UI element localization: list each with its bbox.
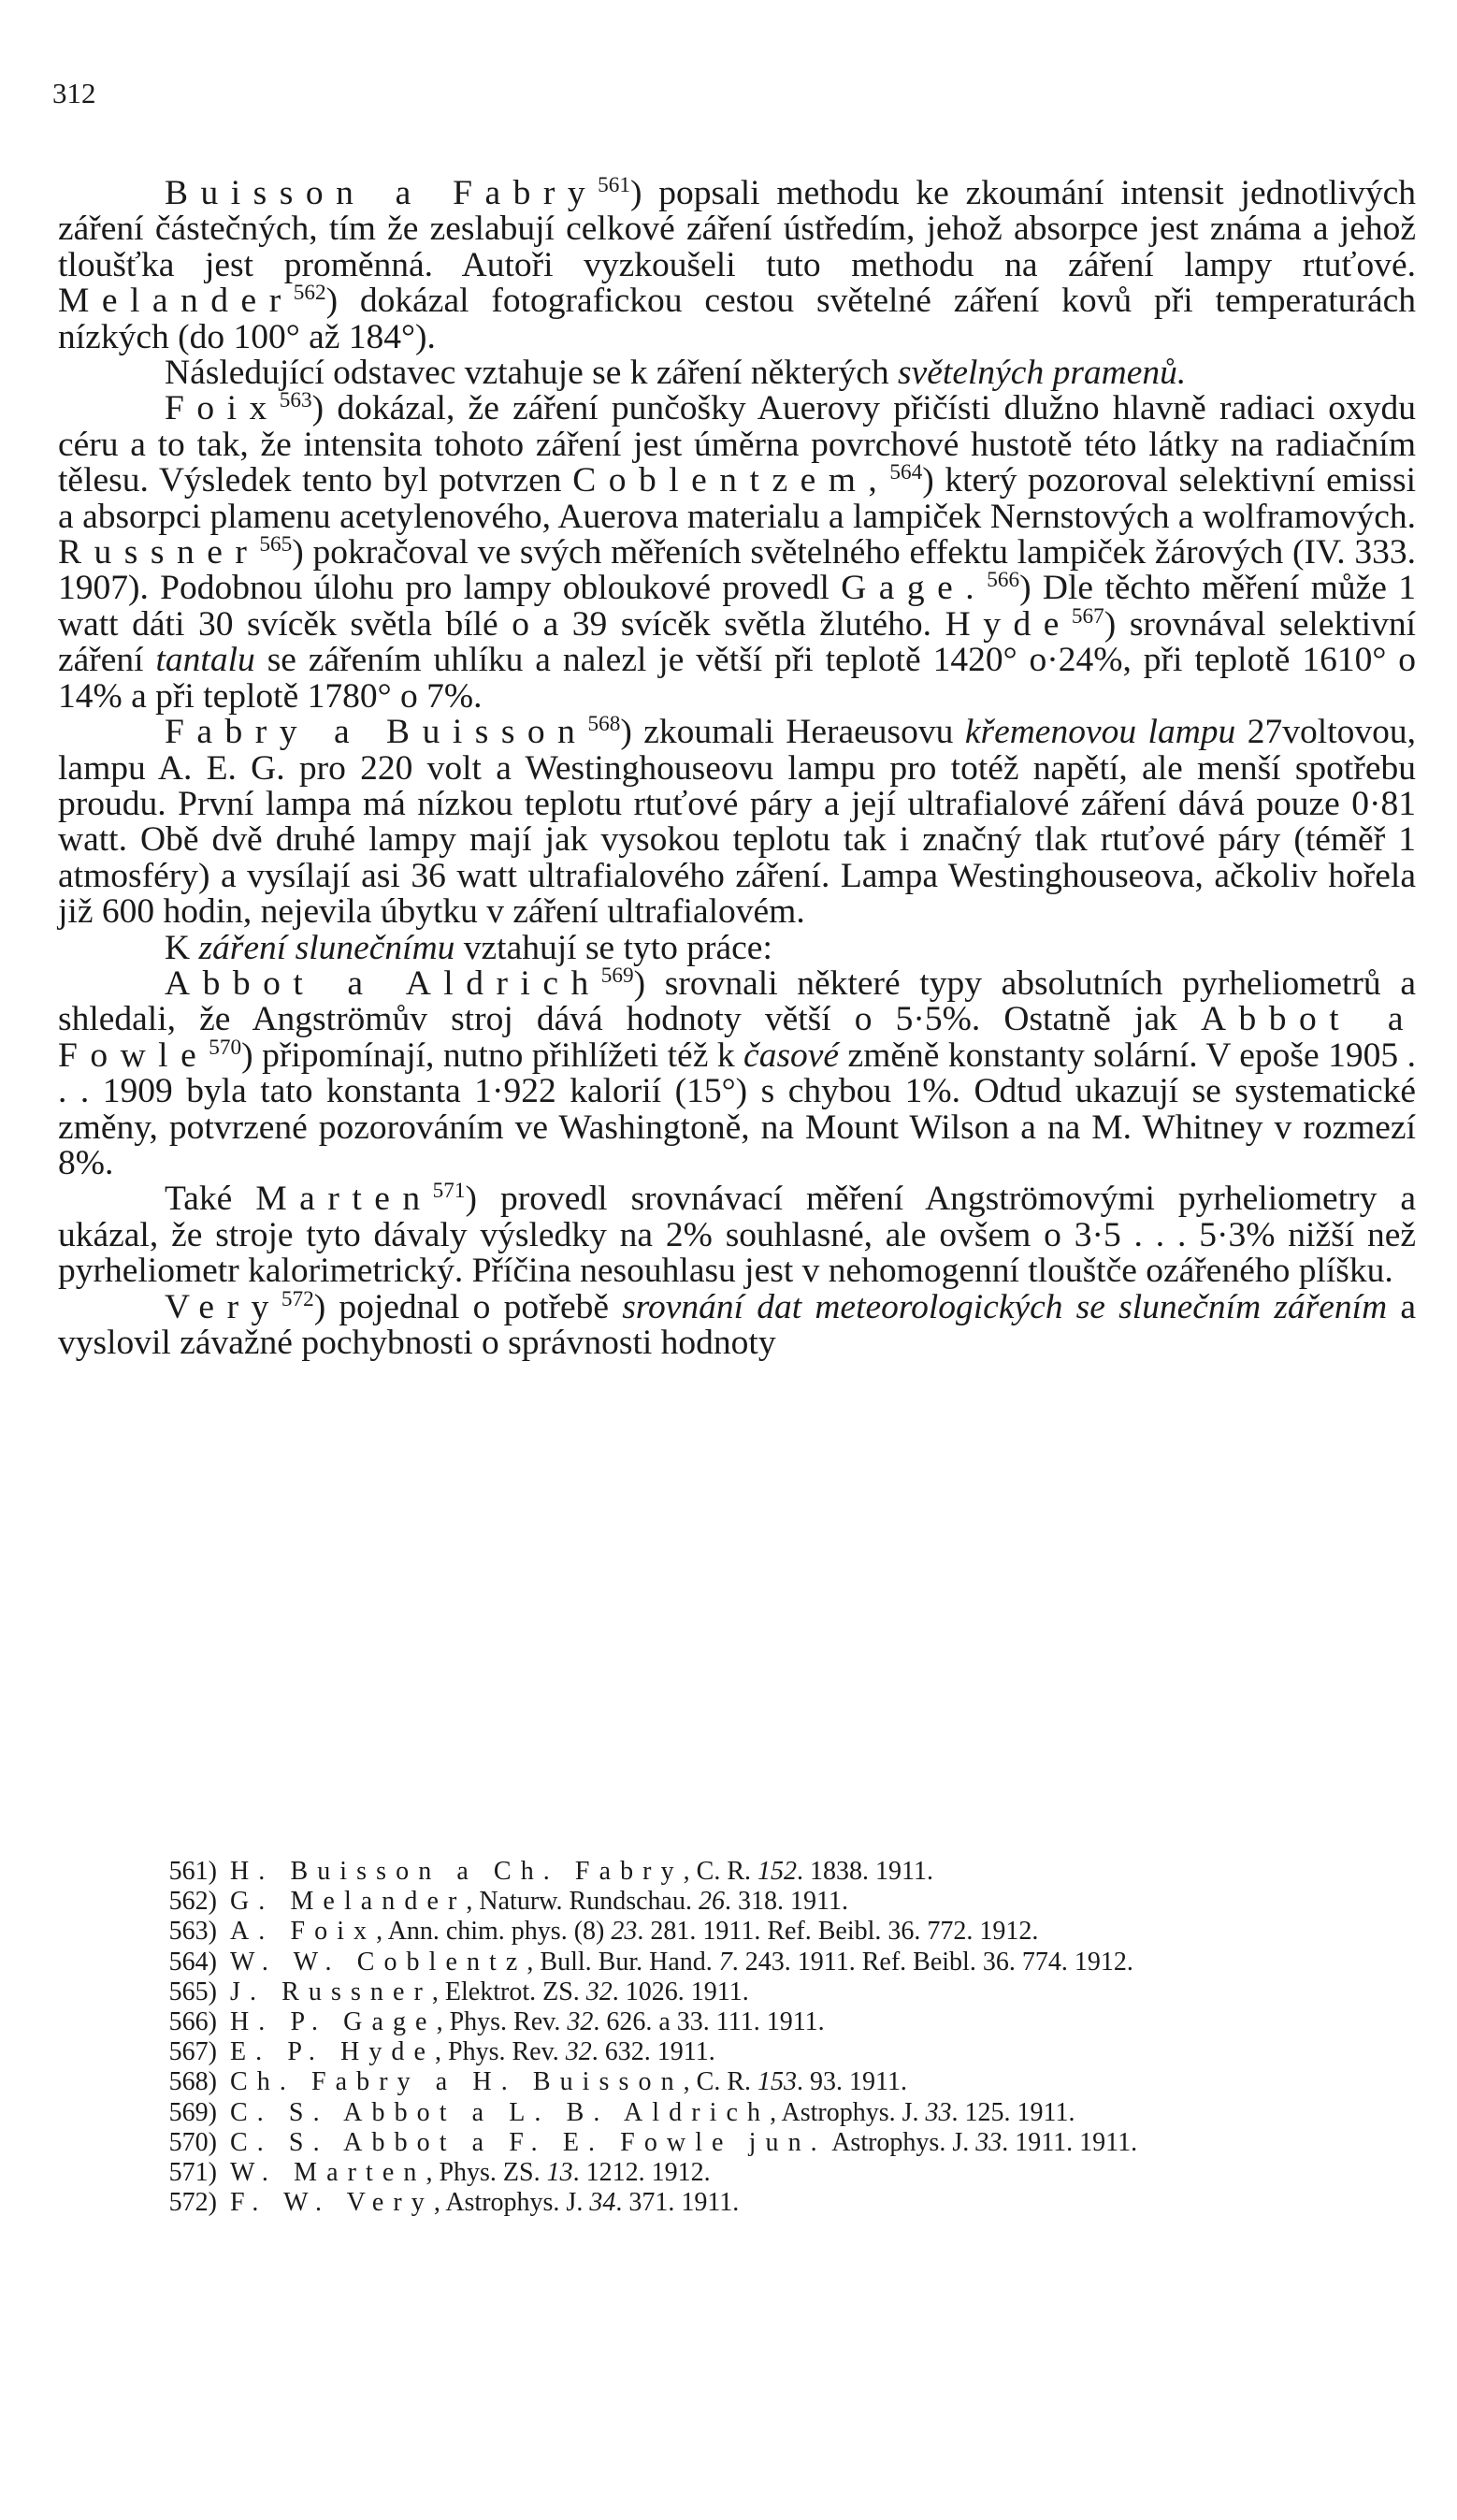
footnote-author: W. W. Coblentz xyxy=(230,1947,527,1977)
paragraph-text: ) srovnali některé typy absolutních pyrheliometrů a shledali, že Angströmův stroj dává hodnoty větší o 5·5%. Ostatně jak xyxy=(58,963,1416,1039)
paragraph-text: ) Dle těchto měření může 1 watt dáti 30 svícěk světla bílé o a 39 svícěk světla žlutého. xyxy=(58,569,1416,644)
footnote-mark: 563) xyxy=(168,1917,217,1947)
footnote-author: C. S. Abbot a F. E. Fowle jun. xyxy=(230,2127,827,2157)
footnote-item: 564) W. W. Coblentz, Bull. Bur. Hand. 7. 243. 1911. Ref. Beibl. 36. 774. 1912. xyxy=(58,1948,1416,1977)
paragraph-text: se zářením uhlíku a nalezl je větší při teplotě 1420° o·24%, při teplotě 1610° o 14% a při teplotě 1780° o 7%. xyxy=(58,641,1416,716)
footnote-mark: 568) xyxy=(168,2067,217,2097)
author-name: Abbot a Aldrich xyxy=(165,963,601,1003)
footnote-mark: 566) xyxy=(168,2007,217,2037)
footnote-mark: 571) xyxy=(168,2158,217,2188)
emphasis: záření slunečnímu xyxy=(198,928,455,967)
footnote-author: F. W. Very xyxy=(230,2188,434,2218)
footnote-item: 561) H. Buisson a Ch. Fabry, C. R. 152. 1838. 1911. xyxy=(58,1857,1416,1887)
emphasis: časové xyxy=(743,1036,840,1075)
paragraph-text: ) srovnával selektivní záření xyxy=(58,604,1416,680)
paragraph-4 xyxy=(58,712,1416,932)
emphasis: světelných pramenů. xyxy=(898,354,1187,393)
paragraph-text: ) popsali methodu ke zkoumání intensit jednotlivých záření částečných, tím že zeslabují celkové záření ústředím, jehož absorpce jest známa a jehož tloušťka jest proměnná. Autoři vyzkoušeli tuto methodu na záření lampy rtuťové. xyxy=(58,174,1416,284)
footnote-item: 566) H. P. Gage, Phys. Rev. 32. 626. a 33. 111. 1911. xyxy=(58,2007,1416,2037)
footnote-mark: 565) xyxy=(168,1977,217,2006)
footnote-mark: 572) xyxy=(168,2188,217,2218)
footnote-author: C. S. Abbot a L. B. Aldrich xyxy=(230,2097,771,2127)
footnote-item: 572) F. W. Very, Astrophys. J. 34. 371. 1911. xyxy=(58,2188,1416,2218)
paragraph-text: ) dokázal, že záření punčošky Auerovy přičísti dlužno hlavně radiaci oxydu céru a to tak, že intensita tohoto záření jest úměrna povrchové hustotě této látky na radiačním tělesu. Výsledek tento byl potvrzen xyxy=(58,389,1416,500)
author-name: Melander xyxy=(58,282,294,321)
footnote-item: 571) W. Marten, Phys. ZS. 13. 1212. 1912. xyxy=(58,2158,1416,2188)
paragraph-text: ) pokračoval ve svých měřeních světelného effektu lampiček žárových (IV. 333. 1907). Podobnou úlohu pro lampy obloukové provedl xyxy=(58,533,1416,608)
page-number: 312 xyxy=(52,77,96,109)
emphasis: srovnání dat meteorologických se slunečním zářením xyxy=(622,1287,1388,1326)
footnote-ref[interactable]: 566 xyxy=(987,568,1020,593)
author-name: Abbot a Fowle xyxy=(58,1000,1416,1075)
footnote-author: Ch. Fabry a H. Buisson xyxy=(230,2067,684,2097)
author-name: Russner xyxy=(58,533,260,572)
footnote-mark: 570) xyxy=(168,2127,217,2157)
author-name: Hyde xyxy=(945,604,1072,644)
author-name: Gage. xyxy=(841,569,988,608)
footnote-item: 562) G. Melander, Naturw. Rundschau. 26. 318. 1911. xyxy=(58,1887,1416,1917)
footnote-mark: 567) xyxy=(168,2037,217,2067)
emphasis: křemenovou lampu xyxy=(964,713,1236,752)
footnote-mark: 569) xyxy=(168,2097,217,2127)
emphasis: tantalu xyxy=(155,641,255,680)
paragraph-1 xyxy=(58,173,1416,356)
paragraph-text: 27voltovou, lampu A. E. G. pro 220 volt a Westinghouseovu lampu pro totéž napětí, ale menší spotřebu proudu. První lampa má nízkou teplotu rtuťové páry a její ultrafialové záření dává pouze 0·81 watt. Obě dvě druhé lampy mají jak vysokou teplotu tak i značný tlak rtuťové páry (téměř 1 atmosféry) a vysílají asi 36 watt ultrafialového záření. Lampa Westinghouseova, ačkoliv hořela již 600 hodin, nejevila úbytku v záření ultrafialovém. xyxy=(58,713,1416,932)
footnote-item: 570) C. S. Abbot a F. E. Fowle jun. Astrophys. J. 33. 1911. 1911. xyxy=(58,2128,1416,2158)
paragraph-8 xyxy=(58,1286,1416,1362)
author-name: Buisson a Fabry xyxy=(165,174,599,212)
paragraph-text: a vyslovil závažné pochybnosti o správnosti hodnoty xyxy=(58,1287,1416,1362)
footnote-author: H. P. Gage xyxy=(230,2007,437,2037)
footnote-ref[interactable]: 565 xyxy=(259,532,293,558)
footnote-ref[interactable]: 568 xyxy=(587,712,621,737)
footnote-ref[interactable]: 561 xyxy=(598,173,630,198)
footnote-item: 563) A. Foix, Ann. chim. phys. (8) 23. 281. 1911. Ref. Beibl. 36. 772. 1912. xyxy=(58,1917,1416,1947)
footnote-ref[interactable]: 567 xyxy=(1071,604,1104,630)
paragraph-text: ) provedl srovnávací měření Angströmovými pyrheliometry a ukázal, že stroje tyto dávaly výsledky na 2% souhlasné, ale ovšem o 3·5 . . . 5·3% nižší než pyrheliometr kalorimetrický. Příčina nesouhlasu jest v nehomogenní tlouštče ozářeného plíšku. xyxy=(58,1180,1417,1291)
paragraph-text: vztahují se tyto práce: xyxy=(454,928,772,967)
paragraph-text: ) připomínají, nutno přihlížeti též k xyxy=(241,1036,744,1075)
paragraph-text: Následující odstavec vztahuje se k záření některých xyxy=(165,354,899,393)
footnote-item: 565) J. Russner, Elektrot. ZS. 32. 1026. 1911. xyxy=(58,1977,1416,2007)
footnote-mark: 562) xyxy=(168,1887,217,1917)
paragraph-text: ) který pozoroval selektivní emissi a absorpci plamenu acetylenového, Auerova materialu a lampiček Nernstových a wolframových. xyxy=(58,461,1416,536)
footnotes xyxy=(58,1857,1416,2218)
author-name: Very xyxy=(165,1287,281,1326)
footnote-ref[interactable]: 571 xyxy=(432,1179,466,1204)
footnote-item: 569) C. S. Abbot a L. B. Aldrich, Astrophys. J. 33. 125. 1911. xyxy=(58,2098,1416,2128)
paragraph-7 xyxy=(58,1181,1416,1289)
footnote-author: H. Buisson a Ch. Fabry xyxy=(230,1857,684,1886)
main-text xyxy=(58,173,1417,1362)
author-name: Foix xyxy=(165,389,280,428)
paragraph-text: K xyxy=(165,928,199,967)
author-name: Marten xyxy=(255,1180,433,1219)
paragraph-text: změně konstanty solární. V epoše 1905 . . . 1909 byla tato konstanta 1·922 kalorií (15°) s chybou 1%. Odtud ukazují se systematické změny, potvrzené pozorováním ve Washingtoně, na Mount Wilson a na M. Whitney v rozmezí 8%. xyxy=(58,1036,1416,1182)
footnote-author: E. P. Hyde xyxy=(230,2037,436,2067)
footnote-ref[interactable]: 569 xyxy=(600,963,634,989)
paragraph-5 xyxy=(58,928,1416,967)
paragraph-2 xyxy=(58,355,1416,391)
footnote-author: A. Foix xyxy=(230,1917,377,1947)
paragraph-text: Také xyxy=(165,1180,256,1219)
paragraph-text: ) dokázal fotografickou cestou světelné záření kovů při temperaturách nízkých (do 100° až 184°). xyxy=(58,282,1416,356)
author-name: Coblentzem, xyxy=(572,461,890,500)
footnote-ref[interactable]: 562 xyxy=(293,281,326,306)
author-name: Fabry a Buisson xyxy=(165,713,588,752)
paragraph-3 xyxy=(58,388,1416,716)
footnote-item: 567) E. P. Hyde, Phys. Rev. 32. 632. 1911. xyxy=(58,2037,1416,2067)
footnote-ref[interactable]: 570 xyxy=(209,1035,242,1060)
paragraph-text: ) zkoumali Heraeusovu xyxy=(620,713,965,752)
footnote-ref[interactable]: 563 xyxy=(279,388,312,413)
footnote-author: J. Russner xyxy=(230,1977,432,2006)
footnote-item: 568) Ch. Fabry a H. Buisson, C. R. 153. 93. 1911. xyxy=(58,2067,1416,2097)
footnote-mark: 561) xyxy=(168,1857,217,1886)
footnote-mark: 564) xyxy=(168,1947,217,1977)
footnote-author: W. Marten xyxy=(230,2158,426,2188)
footnote-ref[interactable]: 564 xyxy=(889,460,923,485)
footnote-ref[interactable]: 572 xyxy=(281,1286,314,1311)
footnote-author: G. Melander xyxy=(230,1887,467,1917)
paragraph-6 xyxy=(58,963,1416,1182)
paragraph-text: ) pojednal o potřebě xyxy=(313,1287,623,1326)
